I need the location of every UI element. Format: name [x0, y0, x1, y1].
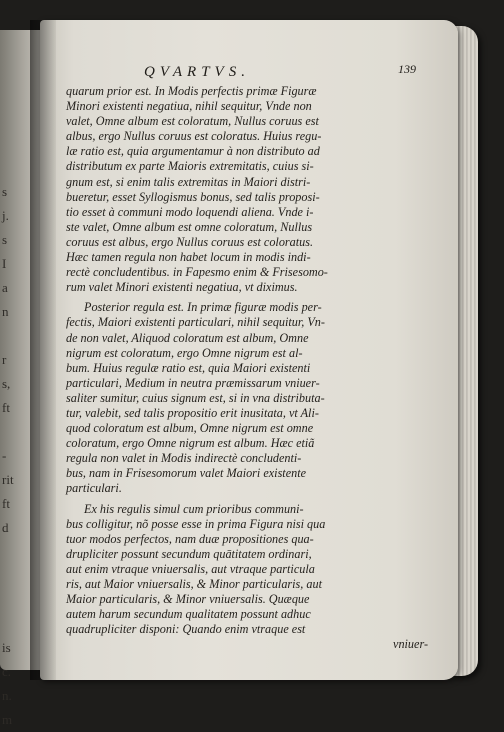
- text-line: Posterior regula est. In primæ figuræ modis per-: [84, 300, 322, 315]
- text-line: distributum ex parte Maioris extremitatis, cuius si-: [66, 159, 314, 174]
- catchword: vniuer-: [393, 637, 428, 652]
- text-line: rectè concludentibus. in Fapesmo enim & Frisesomo-: [66, 265, 328, 280]
- text-line: Ex his regulis simul cum prioribus communi-: [84, 501, 304, 516]
- left-page-fragment: a: [2, 280, 8, 295]
- left-page-fragment: rit: [2, 472, 14, 487]
- left-page-fragment: n.: [2, 688, 12, 703]
- text-line: bueretur, esset Syllogismus bonus, sed talis proposi-: [66, 189, 320, 204]
- left-page-fragment: n: [2, 304, 9, 319]
- text-line: ris, aut Maior vniuersalis, & Minor particularis, aut: [66, 577, 322, 591]
- left-page-fragment: s: [2, 232, 8, 247]
- left-page-fragment: is: [2, 640, 11, 655]
- text-line: aut enim vtraque vniuersalis, aut vtraque particula: [66, 561, 315, 576]
- text-line: tur, valebit, sed talis propositio erit inusitata, vt Ali-: [66, 405, 319, 420]
- text-line: regula non valet in Modis indirectè concludenti-: [66, 451, 302, 466]
- left-page-fragment: r: [2, 352, 7, 367]
- text-line: Hæc tamen regula non habet locum in modis indi-: [66, 250, 311, 265]
- left-page-fragment: [2, 612, 24, 636]
- text-line: læ ratio est, quia argumentamur à non distributo ad: [66, 144, 320, 159]
- text-line: quadrupliciter disponi: Quando enim vtraque est: [66, 622, 306, 637]
- book-gutter: [30, 20, 56, 680]
- text-line: quarum prior est. In Modis perfectis primæ Figuræ: [66, 84, 317, 98]
- left-page-fragment: [2, 588, 24, 612]
- text-line: nigrum est coloratum, ergo Omne nigrum est al-: [66, 345, 303, 360]
- text-line: valet, Omne album est coloratum, Nullus coruus est: [66, 114, 319, 129]
- text-line: ste valet, Omne album est omne coloratum, Nullus: [66, 219, 313, 234]
- text-line: autem harum secundum qualitatem possunt adhuc: [66, 607, 311, 622]
- paragraph-2: [66, 300, 428, 496]
- text-line: tuor modos perfectos, nam duæ propositiones qua-: [66, 531, 314, 546]
- left-page-fragment: [2, 564, 24, 588]
- left-page-fragment: c.: [2, 664, 12, 679]
- body-text: [66, 84, 428, 652]
- paragraph-3: [66, 502, 428, 638]
- running-head-title: QVARTVS.: [144, 64, 250, 80]
- text-line: rum valet Minori existenti negatiua, vt diximus.: [66, 280, 298, 295]
- paragraph-1: [66, 84, 428, 295]
- left-page-fragment: s,: [2, 376, 11, 391]
- text-line: de non valet, Aliquod coloratum est album, Omne: [66, 330, 309, 345]
- text-line: coloratum, ergo Omne nigrum est album. Hæc etiã: [66, 436, 315, 451]
- text-line: bum. Huius regulæ ratio est, quia Maiori existenti: [66, 360, 311, 375]
- page-number: 139: [398, 62, 416, 76]
- left-page-fragment: -: [2, 448, 7, 463]
- left-page-fragment: j.: [2, 208, 9, 223]
- text-line: fectis, Maiori existenti particulari, nihil sequitur, Vn-: [66, 315, 325, 330]
- left-page-fragment: ft: [2, 400, 10, 415]
- text-line: Minori existenti negatiua, nihil sequitur, Vnde non: [66, 99, 312, 114]
- left-page-fragment: d: [2, 520, 9, 535]
- left-page-fragment: [2, 540, 24, 564]
- left-page-fragment: ft: [2, 496, 10, 511]
- text-line: tio esset à communi modo loquendi aliena. Vnde i-: [66, 204, 314, 219]
- text-line: drupliciter possunt secundum quātitatem ordinari,: [66, 546, 312, 561]
- left-page-fragment: I: [2, 256, 7, 271]
- text-line: coruus est albus, ergo Nullus coruus est coloratus.: [66, 234, 314, 249]
- text-line: quod coloratum est album, Omne nigrum est omne: [66, 421, 314, 436]
- text-line: particulari.: [66, 481, 122, 496]
- left-page-fragment: s: [2, 184, 8, 199]
- text-line: gnum est, si enim talis extremitas in Maiori distri-: [66, 174, 311, 189]
- text-line: particulari, Medium in neutra præmissarum vniuer-: [66, 375, 320, 390]
- text-line: Maior particularis, & Minor vniuersalis. Quæque: [66, 592, 310, 607]
- left-page-fragment: [2, 324, 24, 348]
- text-line: bus, nam in Frisesomorum valet Maiori existente: [66, 466, 306, 481]
- running-head: [130, 64, 430, 82]
- text-line: bus colligitur, nõ posse esse in prima Figura nisi qua: [66, 516, 326, 531]
- text-line: saliter sumitur, cuius signum est, si in vna distributa-: [66, 390, 325, 405]
- left-page-fragments: [2, 180, 24, 732]
- left-page-fragment: m: [2, 712, 13, 727]
- text-line: albus, ergo Nullus coruus est coloratus. Huius regu-: [66, 129, 322, 144]
- left-page-fragment: [2, 420, 24, 444]
